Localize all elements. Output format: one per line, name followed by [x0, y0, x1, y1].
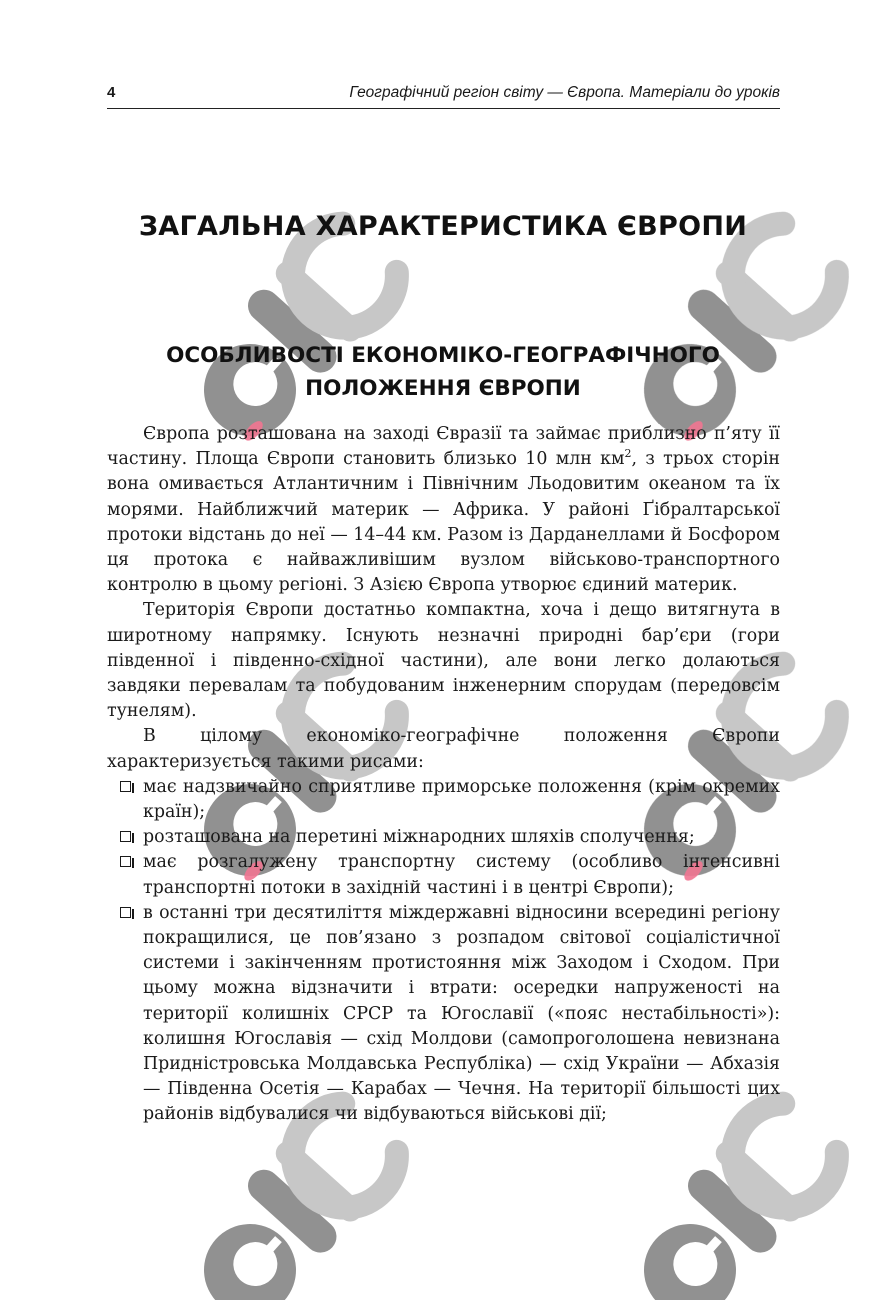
superscript: 2 — [624, 447, 632, 461]
checkbox-bullet-icon — [120, 831, 131, 842]
page-number: 4 — [107, 84, 116, 101]
chapter-title: ЗАГАЛЬНА ХАРАКТЕРИСТИКА ЄВРОПИ — [138, 211, 748, 242]
paragraph-1-text-a: Європа розташована на заході Євразії та займає приблизно п’яту її частину. Площа Європи становить близько 10 млн км — [107, 424, 780, 470]
list-item-text: розташована на перетині міжнародних шляхів сполучення; — [143, 827, 695, 848]
section-title-line-1: ОСОБЛИВОСТІ ЕКОНОМІКО-ГЕОГРАФІЧНОГО — [166, 343, 720, 368]
list-item — [107, 850, 780, 900]
paragraph-1-text-b: , з трьох сторін вона омивається Атлантичним і Північним Льодовитим океаном та їх морями. Найближчий материк — Африка. У районі Ґібралтарської протоки відстань до неї — 14–44 км. Разом із Дарданеллами й Босфором ця протока є найважливішим вузлом військово-транспортного контролю в цьому регіоні. З Азією Європа утворює єдиний материк. — [107, 449, 780, 596]
paragraph-2: Територія Європи достатньо компактна, хоча і дещо витягнута в широтному напрямку. Існують незначні природні бар’єри (гори південної і південно-східної частини), але вони легко долаються завдяки перевалам та побудованим інженерним спорудам (передовсім тунелям). — [107, 600, 780, 722]
body-text — [107, 422, 780, 1128]
list-item-text: має розгалужену транспортну систему (особливо інтенсивні транспортні потоки в західній частині і в центрі Європи); — [143, 852, 780, 898]
list-item-text: має надзвичайно сприятливе приморське положення (крім окремих країн); — [143, 776, 780, 823]
running-title: Географічний регіон світу — Європа. Матеріали до уроків — [349, 84, 780, 101]
feature-list — [107, 775, 780, 1128]
checkbox-bullet-icon — [120, 781, 131, 792]
list-item — [107, 775, 780, 825]
list-item — [107, 901, 780, 1128]
page-header — [107, 82, 780, 109]
checkbox-bullet-icon — [120, 856, 131, 867]
section-title-line-2: ПОЛОЖЕННЯ ЄВРОПИ — [305, 376, 581, 401]
paragraph-1 — [107, 422, 780, 598]
list-item-text: в останні три десятиліття міждержавні відносини всередині регіону покращилися, це пов’язано з розпадом світової соціалістичної системи і закінченням протистояння між Заходом і Сходом. При цьому можна відзначити і втрати: осередки напруженості на території колишніх СРСР та Югославії («пояс нестабільності»): колишня Югославія — схід Молдови (самопроголошена невизнана Придністровська Молдавська Республіка) — схід України — Абхазія — Південна Осетія — Карабах — Чечня. На території більшості цих районів відбувалися чи відбуваються військові дії; — [143, 902, 780, 1125]
list-item — [107, 825, 780, 850]
checkbox-bullet-icon — [120, 907, 131, 918]
paragraph-3: В цілому економіко-географічне положення Європи характеризується такими рисами: — [107, 726, 780, 772]
section-title — [120, 339, 766, 405]
